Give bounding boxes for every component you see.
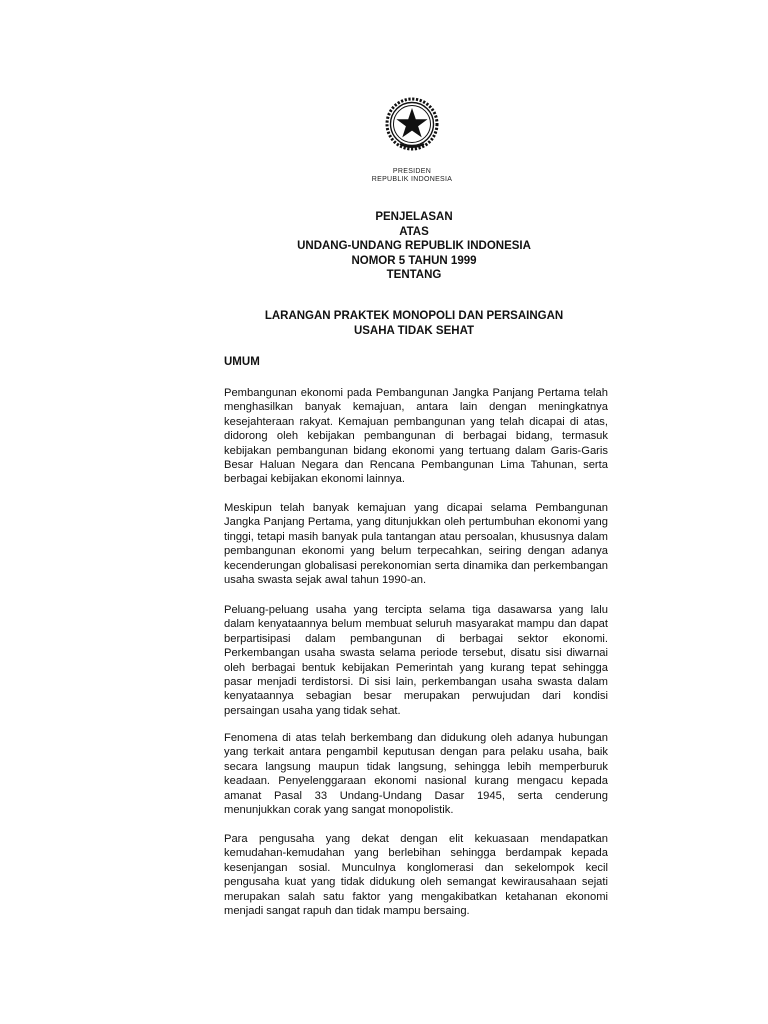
- presidential-emblem: [356, 96, 468, 192]
- document-title-block: [200, 210, 628, 283]
- paragraph-3: Peluang-peluang usaha yang tercipta selama tiga dasawarsa yang lalu dalam kenyataannya belum membuat seluruh masyarakat mampu dan dapat berpartisipasi dalam pembangunan di berbagai sektor ekonomi. Perkembangan usaha swasta selama periode tersebut, disatu sisi diwarnai oleh berbagai bentuk kebijakan Pemerintah yang kurang tepat sehingga pasar menjadi terdistorsi. Di sisi lain, perkembangan usaha swasta dalam kenyataannya sebagian besar merupakan perwujudan dari kondisi persaingan usaha yang tidak sehat.: [224, 604, 608, 717]
- subject-line-1: LARANGAN PRAKTEK MONOPOLI DAN PERSAINGAN: [264, 310, 564, 322]
- title-line-atas: ATAS: [399, 225, 429, 238]
- subject-line-2: USAHA TIDAK SEHAT: [353, 324, 475, 337]
- title-line-penjelasan: PENJELASAN: [375, 211, 453, 223]
- emblem-caption-republik: REPUBLIK INDONESIA: [371, 176, 453, 183]
- paragraph-4: Fenomena di atas telah berkembang dan didukung oleh adanya hubungan yang terkait antara pengambil keputusan dengan para pelaku usaha, baik secara langsung maupun tidak langsung, sehingga lebih memperburuk keadaan. Penyelenggaraan ekonomi nasional kurang mengacu kepada amanat Pasal 33 Undang-Undang Dasar 1945, serta cenderung menunjukkan corak yang sangat monopolistik.: [224, 732, 608, 817]
- title-line-undang-undang: UNDANG-UNDANG REPUBLIK INDONESIA: [297, 240, 531, 252]
- paragraph-2: Meskipun telah banyak kemajuan yang dicapai selama Pembangunan Jangka Panjang Pertama, yang ditunjukkan oleh pertumbuhan ekonomi yang tinggi, tetapi masih banyak pula tantangan atau persoalan, khususnya dalam pembangunan ekonomi yang belum terpecahkan, seiring dengan adanya kecenderungan globalisasi perekonomian serta dinamika dan perkembangan usaha swasta sejak awal tahun 1990-an.: [224, 502, 608, 587]
- document-subject: [200, 309, 628, 338]
- emblem-caption-presiden: PRESIDEN: [392, 168, 432, 175]
- section-title-umum: UMUM: [224, 356, 260, 368]
- title-line-nomor: NOMOR 5 TAHUN 1999: [351, 254, 477, 267]
- title-line-tentang: TENTANG: [386, 269, 442, 281]
- garuda-star-icon: [384, 96, 440, 152]
- paragraph-5: Para pengusaha yang dekat dengan elit kekuasaan mendapatkan kemudahan-kemudahan yang berlebihan sehingga berdampak kepada kesenjangan sosial. Munculnya konglomerasi dan sekelompok kecil pengusaha kuat yang tidak didukung oleh semangat kewirausahaan sejati merupakan salah satu faktor yang mengakibatkan ketahanan ekonomi menjadi sangat rapuh dan tidak mampu bersaing.: [224, 833, 608, 918]
- paragraph-1: Pembangunan ekonomi pada Pembangunan Jangka Panjang Pertama telah menghasilkan banyak kemajuan, antara lain dengan meningkatnya kesejahteraan rakyat. Kemajuan pembangunan yang telah dicapai di atas, didorong oleh kebijakan pembangunan di berbagai bidang, termasuk kebijakan pembangunan bidang ekonomi yang tertuang dalam Garis-Garis Besar Haluan Negara dan Rencana Pembangunan Lima Tahunan, serta berbagai kebijakan ekonomi lainnya.: [224, 387, 608, 486]
